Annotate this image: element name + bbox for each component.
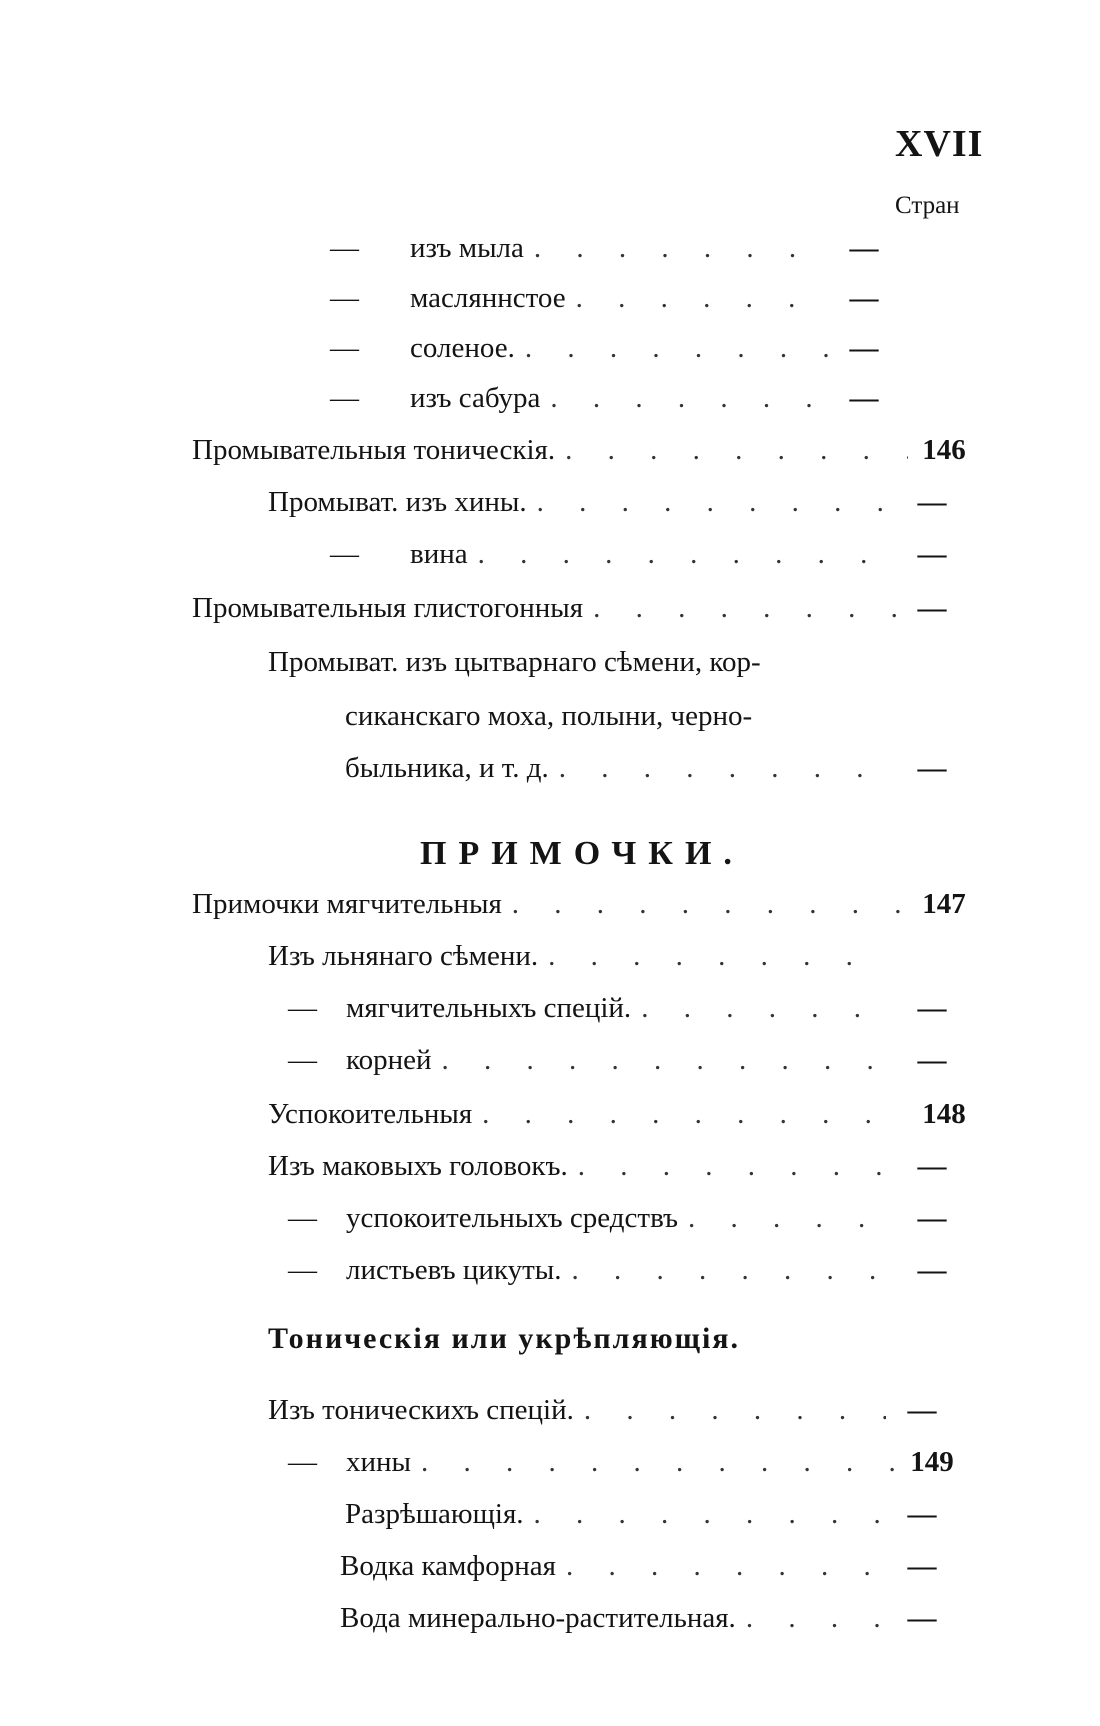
entry-label: Водка камфорная [340,1550,556,1582]
toc-entry [288,1254,958,1300]
entry-page: 148 [922,1098,966,1130]
toc-entry [268,1098,970,1144]
toc-entry [268,1150,958,1196]
entry-page: — [907,1394,937,1426]
entry-label: мягчительныхъ спецій. [346,992,632,1024]
toc-entry [330,332,890,378]
dot-leader [525,332,828,365]
ditto-dash: — [330,332,359,364]
entry-label-line: сиканскаго моха, полыни, черно- [345,700,753,732]
dot-leader [478,538,896,571]
entry-page: — [907,1498,937,1530]
toc-entry [268,1394,948,1440]
entry-page: — [917,992,947,1024]
dot-leader [584,1394,886,1427]
toc-entry [268,940,948,986]
dot-leader [746,1602,886,1635]
toc-entry [192,888,970,934]
entry-label: листьевъ цикуты. [346,1254,562,1286]
dot-leader [548,940,886,973]
dot-leader [534,232,828,265]
entry-label: изъ мыла [410,232,524,264]
entry-label: Успокоительныя [268,1098,473,1130]
entry-label: Изъ тоническихъ спецій. [268,1394,574,1426]
entry-label-line: Промыват. изъ цытварнаго сѣмени, кор- [268,646,761,678]
dot-leader [559,752,896,785]
entry-label: Промывательныя глистогонныя [192,592,584,624]
page-number: XVII [895,123,984,165]
dot-leader [537,486,896,519]
ditto-dash: — [330,232,359,264]
dot-leader [593,592,896,625]
entry-label: масляннстое [410,282,566,314]
toc-entry [268,486,958,532]
section-title: ПРИМОЧКИ. [420,835,744,872]
toc-entry [288,1446,958,1492]
dot-leader [688,1202,896,1235]
entry-label: Промывательныя тоническія. [192,434,556,466]
ditto-dash: — [330,282,359,314]
toc-entry [288,1202,958,1248]
entry-page: 149 [910,1446,954,1478]
dot-leader [571,1254,896,1287]
entry-page: — [917,486,947,518]
entry-label: Изъ маковыхъ головокъ. [268,1150,568,1182]
ditto-dash: — [288,1446,317,1478]
entry-page: — [917,538,947,570]
ditto-dash: — [330,382,359,414]
entry-page: 146 [922,434,966,466]
toc-entry [330,232,890,278]
dot-leader [566,1550,886,1583]
entry-page: — [907,1550,937,1582]
entry-label: Промыват. изъ хины. [268,486,527,518]
entry-page: — [917,1150,947,1182]
entry-label: Изъ льнянаго сѣмени. [268,940,539,972]
dot-leader [421,1446,896,1479]
page-column-label: Стран [895,192,960,219]
entry-page: — [849,282,879,314]
ditto-dash: — [288,1044,317,1076]
entry-page: — [849,382,879,414]
dot-leader [482,1098,908,1131]
entry-label: Разрѣшающія. [345,1498,524,1530]
dot-leader [550,382,828,415]
ditto-dash: — [288,1254,317,1286]
entry-page: — [917,1202,947,1234]
toc-entry [330,382,890,428]
entry-page: — [917,752,947,784]
toc-entry [345,1498,948,1544]
entry-label: хины [346,1446,412,1478]
toc-entry [340,1550,948,1596]
dot-leader [565,434,908,467]
toc-entry [288,992,958,1038]
ditto-dash: — [330,538,359,570]
entry-label: вина [410,538,468,570]
entry-page: — [907,1602,937,1634]
entry-page: — [917,1254,947,1286]
dot-leader [512,888,908,921]
entry-label: Примочки мягчительныя [192,888,502,920]
entry-label: соленое. [410,332,515,364]
dot-leader [641,992,896,1025]
entry-label: корней [346,1044,432,1076]
entry-label: успокоительныхъ средствъ [346,1202,679,1234]
dot-leader [442,1044,896,1077]
subsection-heading: Тоническія или укрѣпляющія. [268,1322,741,1355]
entry-page: — [917,1044,947,1076]
toc-entry [192,434,970,480]
entry-page: — [849,332,879,364]
dot-leader [576,282,828,315]
toc-entry [288,1044,958,1090]
toc-entry [192,592,958,638]
entry-label: быльника, и т. д. [345,752,549,784]
toc-entry [345,752,958,798]
entry-label: Вода минерально-растительная. [340,1602,736,1634]
toc-entry [340,1602,948,1648]
toc-entry [330,538,958,584]
entry-page: 147 [922,888,966,920]
ditto-dash: — [288,1202,317,1234]
entry-label: изъ сабура [410,382,541,414]
toc-entry [330,282,890,328]
dot-leader [534,1498,886,1531]
entry-page: — [917,592,947,624]
ditto-dash: — [288,992,317,1024]
dot-leader [578,1150,896,1183]
entry-page: — [849,232,879,264]
